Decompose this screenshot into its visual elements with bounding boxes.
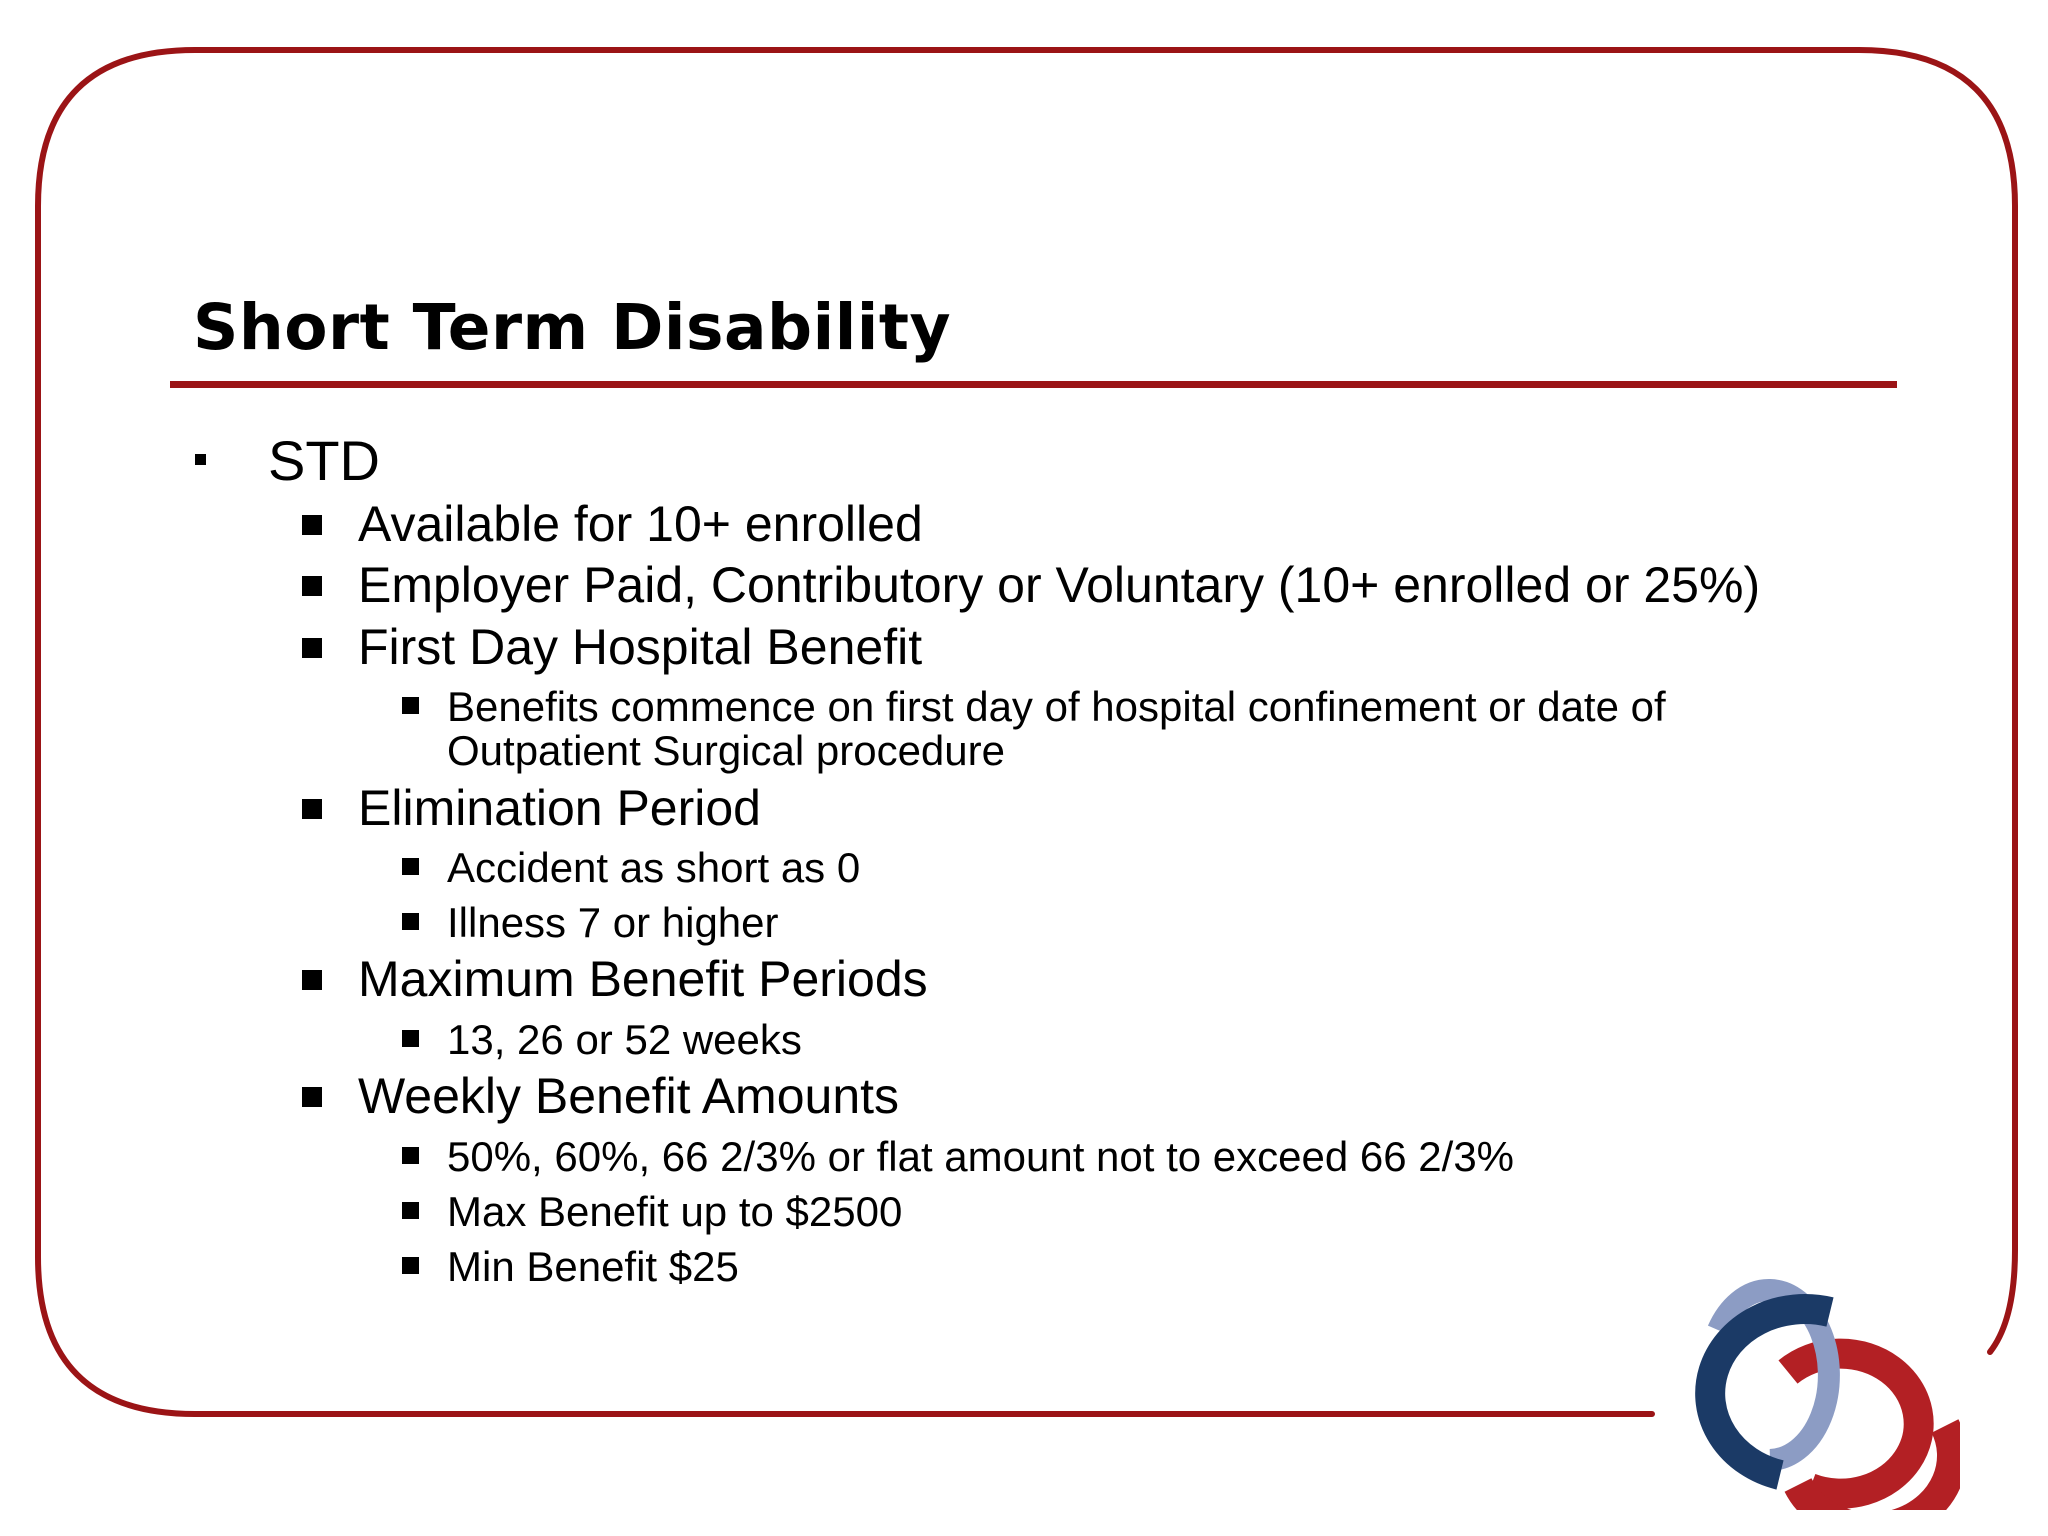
interlocking-rings-logo-icon [1660, 1230, 1960, 1510]
bullet-illness: Illness 7 or higher [447, 899, 779, 946]
bullet-marker [402, 1202, 419, 1219]
bullet-marker [302, 970, 322, 990]
slide-title: Short Term Disability [193, 291, 952, 364]
bullet-max-benefit: Max Benefit up to $2500 [447, 1188, 903, 1235]
bullet-marker [302, 638, 322, 658]
bullet-marker [402, 1147, 419, 1164]
bullet-marker [302, 515, 322, 535]
bullet-marker [302, 799, 322, 819]
bullet-available: Available for 10+ enrolled [358, 496, 923, 552]
bullet-marker [402, 1030, 419, 1047]
bullet-employer-paid: Employer Paid, Contributory or Voluntary (10+ enrolled or 25%) [358, 557, 1761, 613]
bullet-elimination: Elimination Period [358, 780, 761, 836]
bullet-std: STD [268, 429, 380, 492]
bullet-first-day-detail-1: Benefits commence on first day of hospital confinement or date of [447, 683, 1666, 730]
bullet-first-day: First Day Hospital Benefit [358, 619, 923, 675]
bullet-marker [302, 1087, 322, 1107]
bullet-marker [195, 454, 206, 465]
bullet-marker [302, 576, 322, 596]
bullet-marker [402, 913, 419, 930]
bullet-marker [402, 858, 419, 875]
bullet-weeks: 13, 26 or 52 weeks [447, 1016, 802, 1063]
bullet-max-periods: Maximum Benefit Periods [358, 951, 928, 1007]
bullet-marker [402, 1257, 419, 1274]
bullet-first-day-detail-2: Outpatient Surgical procedure [447, 727, 1005, 774]
bullet-weekly-amounts: Weekly Benefit Amounts [358, 1068, 900, 1124]
bullet-percentages: 50%, 60%, 66 2/3% or flat amount not to exceed 66 2/3% [447, 1133, 1515, 1180]
bullet-accident: Accident as short as 0 [447, 844, 861, 891]
bullet-marker [402, 697, 419, 714]
bullet-min-benefit: Min Benefit $25 [447, 1243, 739, 1290]
